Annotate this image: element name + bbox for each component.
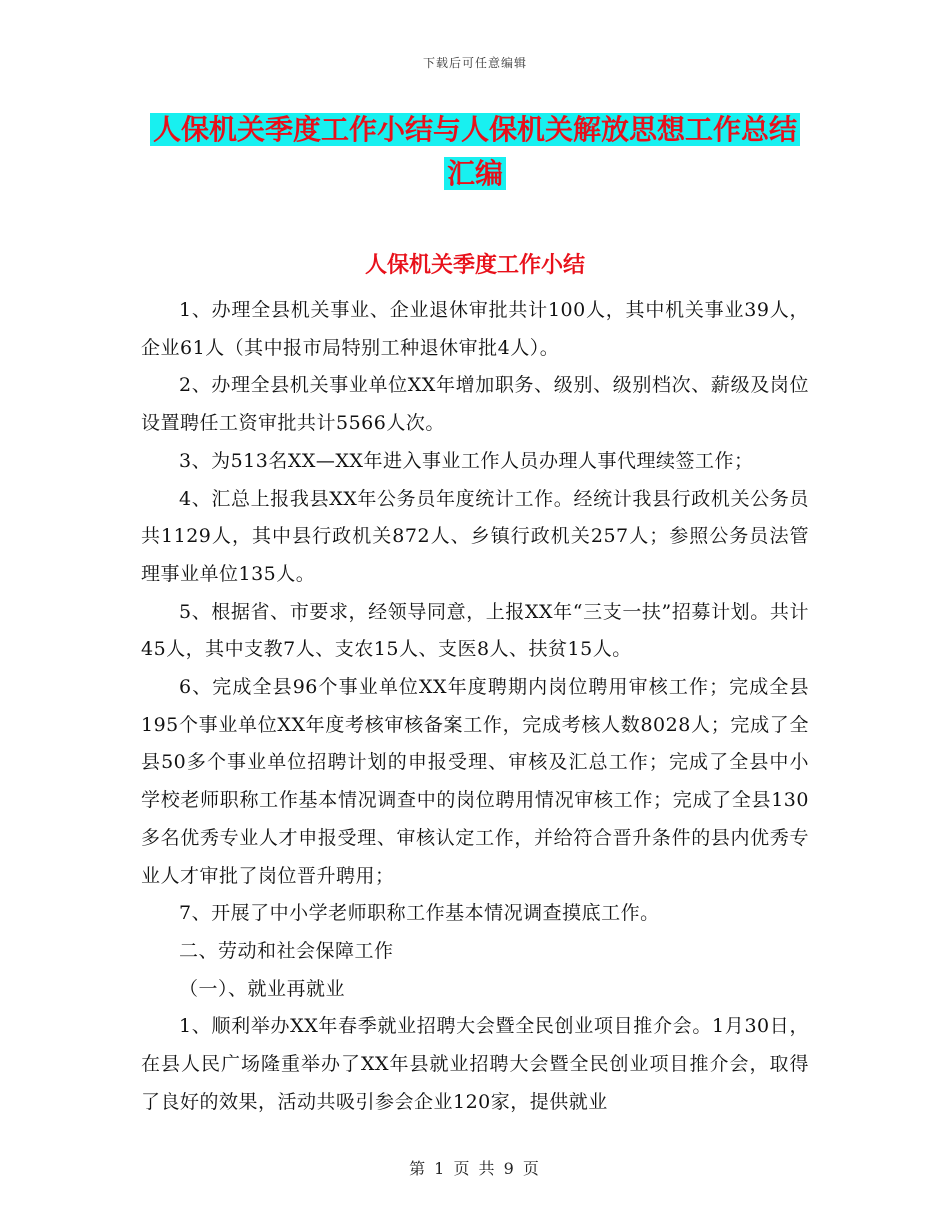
paragraph: 1、办理全县机关事业、企业退休审批共计100人，其中机关事业39人，企业61人（其中报市局特别工种退休审批4人）。 <box>141 299 809 359</box>
page-footer: 第 1 页 共 9 页 <box>409 1159 541 1178</box>
document-body <box>141 292 809 1121</box>
section-title: 人保机关季度工作小结 <box>364 253 585 278</box>
paragraph: 3、为513名XX—XX年进入事业工作人员办理人事代理续签工作； <box>179 449 754 472</box>
paragraph: 6、完成全县96个事业单位XX年度聘期内岗位聘用审核工作；完成全县195个事业单位XX年度考核审核备案工作，完成考核人数8028人；完成了全县50多个事业单位招聘计划的申报受理、审核及汇总工作；完成了全县中小学校老师职称工作基本情况调查中的岗位聘用情况审核工作；完成了全县130多名优秀专业人才申报受理、审核认定工作，并给符合晋升条件的县内优秀专业人才审批了岗位晋升聘用； <box>141 676 809 887</box>
document-title-text: 人保机关季度工作小结与人保机关解放思想工作总结汇编 <box>150 113 800 190</box>
subheading: （一）、就业再就业 <box>179 977 346 1000</box>
paragraph: 2、办理全县机关事业单位XX年增加职务、级别、级别档次、薪级及岗位设置聘任工资审批共计5566人次。 <box>141 374 809 435</box>
page-header: 下载后可任意编辑 <box>422 56 527 70</box>
subheading: 二、劳动和社会保障工作 <box>179 939 394 962</box>
paragraph: 1、顺利举办XX年春季就业招聘大会暨全民创业项目推介会。1月30日，在县人民广场隆重举办了XX年县就业招聘大会暨全民创业项目推介会，取得了良好的效果，活动共吸引参会企业120家，提供就业 <box>141 1015 809 1113</box>
paragraph: 7、开展了中小学老师职称工作基本情况调查摸底工作。 <box>179 902 660 925</box>
paragraph: 5、根据省、市要求，经领导同意，上报XX年“三支一扶”招募计划。共计45人，其中支教7人、支农15人、支医8人、扶贫15人。 <box>141 600 809 661</box>
paragraph: 4、汇总上报我县XX年公务员年度统计工作。经统计我县行政机关公务员共1129人，其中县行政机关872人、乡镇行政机关257人；参照公务员法管理事业单位135人。 <box>141 487 809 585</box>
document-title <box>140 108 810 196</box>
